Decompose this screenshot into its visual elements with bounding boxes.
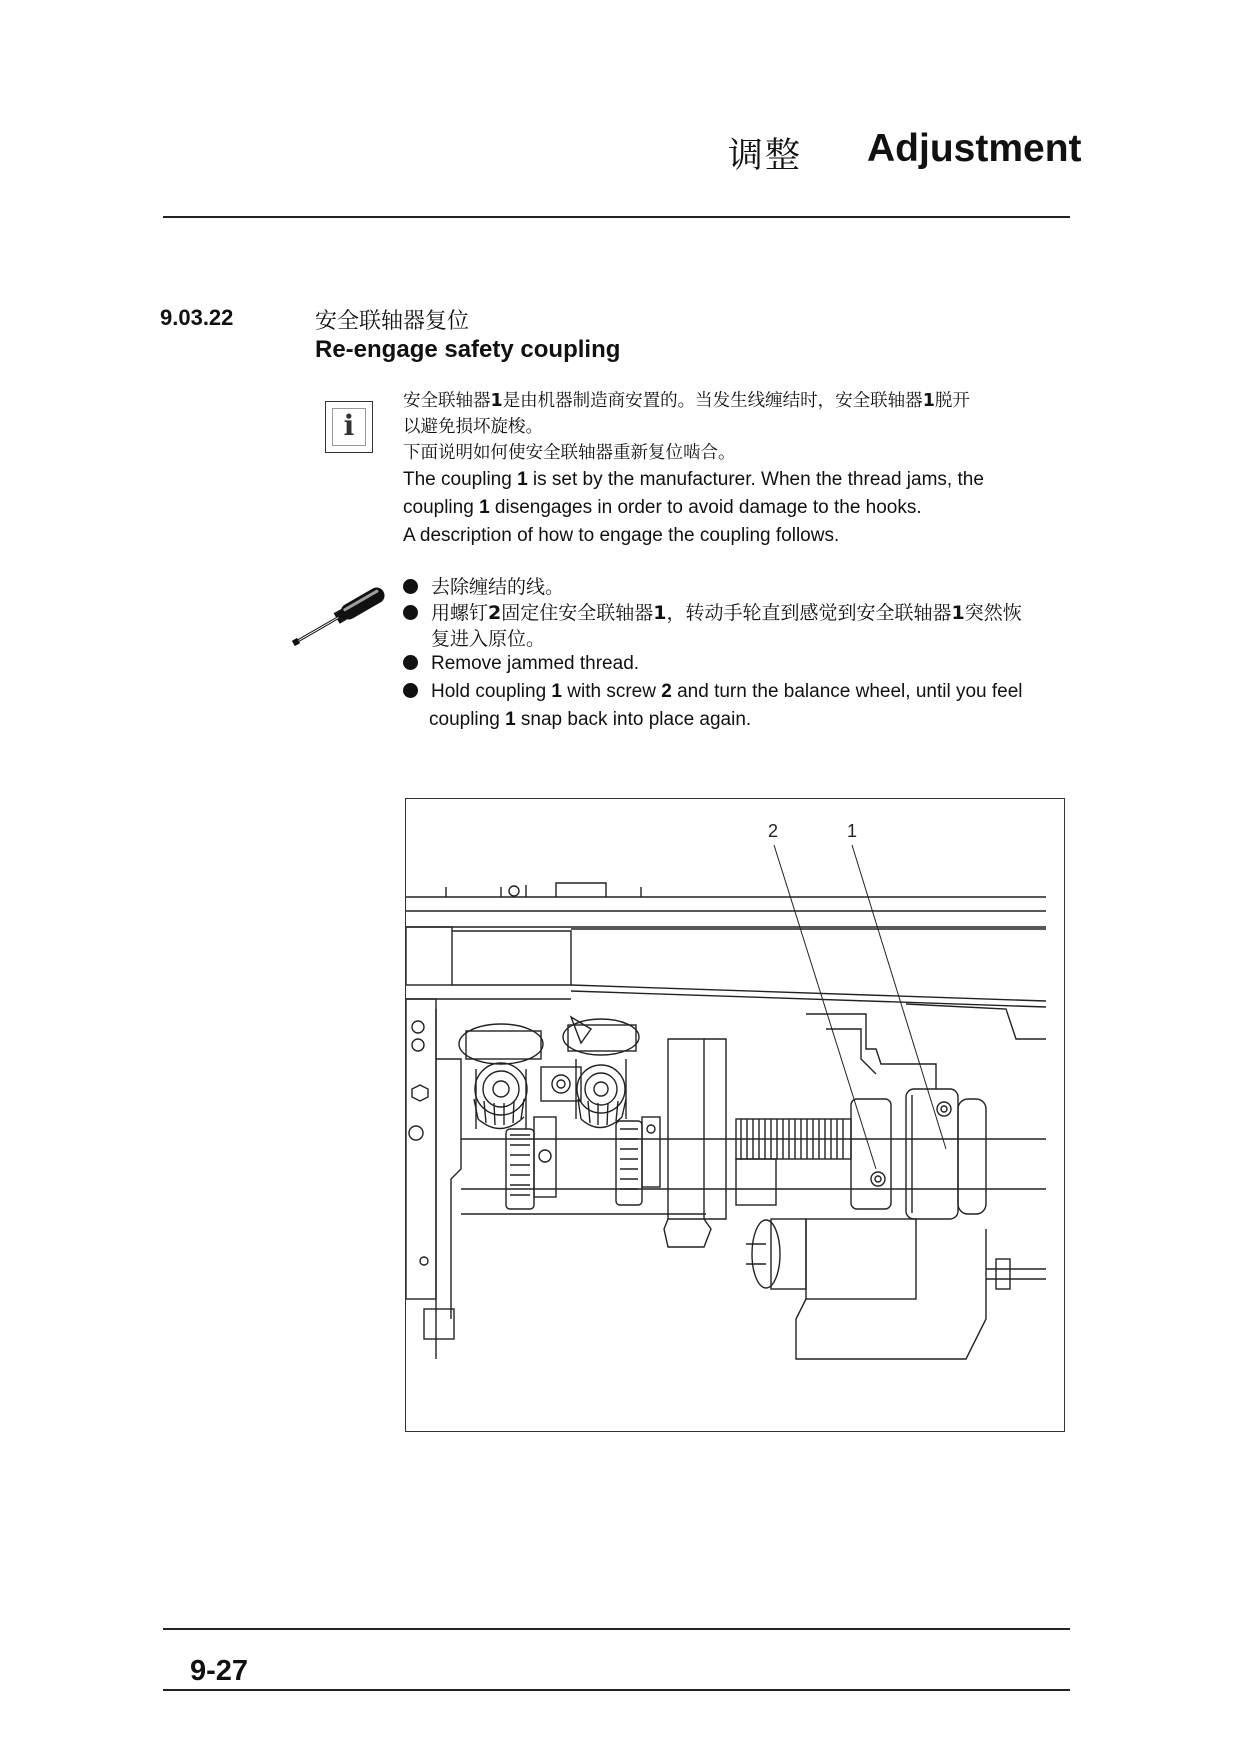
step-en-2-cont: coupling 1 snap back into place again. [429, 709, 752, 730]
note-en-line3: A description of how to engage the coupling follows. [403, 525, 840, 546]
step-en-1: Remove jammed thread. [403, 650, 1103, 677]
callout-1: 1 [847, 821, 858, 841]
note-cn-line2: 以避免损坏旋梭。 [403, 417, 543, 437]
note-en-line2: coupling 1 disengages in order to avoid damage to the hooks. [403, 497, 922, 518]
bullet-dot [403, 605, 418, 620]
bullet-dot [403, 683, 418, 698]
note-en-line1: The coupling 1 is set by the manufacturer. When the thread jams, the [403, 469, 984, 490]
bullet-dot [403, 655, 418, 670]
step-en-2: Hold coupling 1 with screw 2 and turn the balance wheel, until you feel [403, 678, 1103, 705]
footer-rule-top [163, 1628, 1070, 1630]
page-number: 9-27 [190, 1655, 249, 1687]
screw-2 [871, 1172, 885, 1186]
info-icon: i [325, 401, 373, 453]
note-cn-line1: 安全联轴器1是由机器制造商安置的。当发生线缠结时，安全联轴器1脱开 [403, 391, 970, 411]
bullet-dot [403, 579, 418, 594]
header-title-cn: 调整 [728, 136, 803, 176]
coupling-figure [405, 798, 1065, 1432]
step-cn-1: 去除缠结的线。 [403, 574, 1103, 601]
callout-2: 2 [768, 821, 779, 841]
section-title-en: Re-engage safety coupling [315, 336, 621, 363]
step-cn-2: 用螺钉2固定住安全联轴器1，转动手轮直到感觉到安全联轴器1突然恢 [403, 600, 1103, 627]
header-rule [163, 216, 1070, 218]
header-title-en: Adjustment [867, 127, 1082, 170]
coupling-1 [906, 1089, 958, 1219]
section-title-cn: 安全联轴器复位 [315, 309, 470, 334]
screwdriver-icon [282, 580, 400, 652]
footer-rule-bottom [163, 1689, 1070, 1691]
note-cn-line3: 下面说明如何使安全联轴器重新复位啮合。 [403, 443, 736, 463]
step-cn-2-cont: 复进入原位。 [431, 628, 546, 650]
section-number: 9.03.22 [160, 305, 234, 330]
coupling-drawing [406, 799, 1064, 1431]
